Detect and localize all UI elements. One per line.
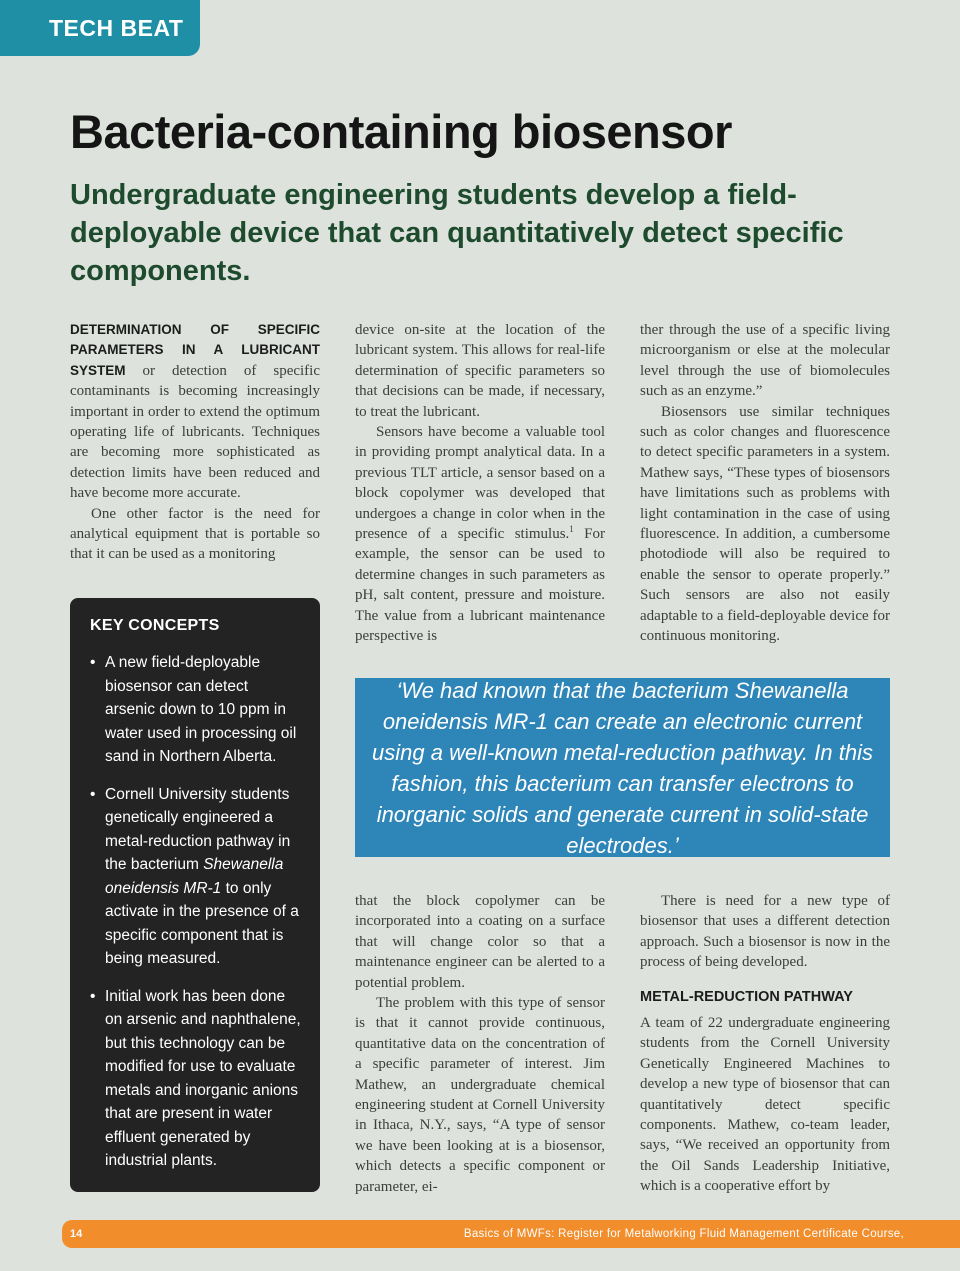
paragraph: A team of 22 undergraduate engineering students from the Cornell University Genetically Engineered Machines to develop a new type of biosensor that can quantitatively detect specific components. Mathew, co-team leader, says, “We received an opportunity from the Oil Sands Leadership Initiative, which is a cooperative effort by — [640, 1015, 890, 1195]
column-2-bottom — [355, 891, 605, 1197]
column-3-bottom — [640, 891, 890, 1197]
column-2-top — [355, 320, 605, 647]
key-concept-item: • Initial work has been done on arsenic and naphthalene, but this technology can be modified for use to evaluate metals and inorganic anions that are present in water effluent generated by industrial plants. — [90, 985, 302, 1173]
key-concepts-box — [70, 598, 320, 1192]
page-number: 14 — [70, 1228, 83, 1240]
article-title: Bacteria-containing biosensor — [70, 105, 732, 158]
key-concept-item: • A new field-deployable biosensor can detect arsenic down to 10 ppm in water used in processing oil sand in Northern Alberta. — [90, 651, 302, 769]
paragraph: ther through the use of a specific living microorganism or else at the molecular level through the use of biomolecules such as an enzyme.” — [640, 322, 890, 400]
key-concept-item: • Cornell University students genetically engineered a metal-reduction pathway in the bacterium Shewanella oneidensis MR-1 to only activate in the presence of a specific component that is being measured. — [90, 783, 302, 971]
footnote-ref: 1 — [569, 524, 574, 535]
column-3-top — [640, 320, 890, 647]
paragraph: There is need for a new type of biosensor that uses a different detection approach. Such a biosensor is now in the process of being developed. — [640, 893, 890, 971]
column-1 — [70, 320, 320, 565]
paragraph: that the block copolymer can be incorporated into a coating on a surface that will change color so that a maintenance engineer can be alerted to a potential problem. — [355, 893, 605, 991]
footer-bar — [62, 1220, 960, 1248]
paragraph: Sensors have become a valuable tool in providing prompt analytical data. In a previous TLT article, a sensor based on a block copolymer was developed that undergoes a change in color when in the presence of a specific stimulus.$^1$ For example, the sensor can be used to determine changes in such parameters as pH, salt content, pressure and moisture. The value from a lubricant maintenance perspective is — [355, 424, 605, 645]
pull-quote — [355, 678, 890, 857]
paragraph: DETERMINATION OF SPECIFIC PARAMETERS IN A LUBRICANT SYSTEM or detection of specific contaminants is becoming increasingly important in order to extend the optimum operating life of lubricants. Techniques are becoming more sophisticated as detection limits have been reduced and have become more accurate. — [70, 322, 320, 502]
article-subtitle: Undergraduate engineering students develop a field-deployable device that can quantitatively detect specific components. — [70, 179, 844, 287]
paragraph: device on-site at the location of the lubricant system. This allows for real-life determination of specific parameters so that decisions can be made, if necessary, to treat the lubricant. — [355, 322, 605, 420]
footer-text: Basics of MWFs: Register for Metalworking Fluid Management Certificate Course, — [463, 1228, 904, 1240]
paragraph: The problem with this type of sensor is that it cannot provide continuous, quantitative data on the concentration of a specific parameter of interest. Jim Mathew, an undergraduate chemical engineering student at Cornell University in Ithaca, N.Y., says, “A type of sensor we have been looking at is a biosensor, which detects a specific component or parameter, ei- — [355, 995, 605, 1195]
key-concepts-list — [90, 651, 302, 1173]
paragraph: One other factor is the need for analytical equipment that is portable so that it can be used as a monitoring — [70, 505, 320, 563]
section-heading: METAL-REDUCTION PATHWAY — [640, 988, 853, 1005]
section-tab: TECH BEAT — [0, 0, 200, 56]
species-name: Shewanella oneidensis MR-1 — [105, 856, 284, 897]
pull-quote-text: ‘We had known that the bacterium Shewanella oneidensis MR-1 can create an electronic current using a well-known metal-reduction pathway. In this fashion, this bacterium can transfer electrons to inorganic solids and generate current in solid-state electrodes.’ — [372, 677, 873, 858]
key-concepts-title: KEY CONCEPTS — [90, 617, 220, 634]
lead-in: DETERMINATION OF SPECIFIC PARAMETERS IN A LUBRICANT SYSTEM — [70, 322, 320, 378]
paragraph: Biosensors use similar techniques such as color changes and fluorescence to detect specific parameters in a system. Mathew says, “These types of biosensors have limitations such as problems with light contamination in the case of using fluorescence. In addition, a cumbersome photodiode will also be required to enable the sensor to operate properly.” Such sensors are also not easily adaptable to a field-deployable device for continuous monitoring. — [640, 403, 890, 645]
